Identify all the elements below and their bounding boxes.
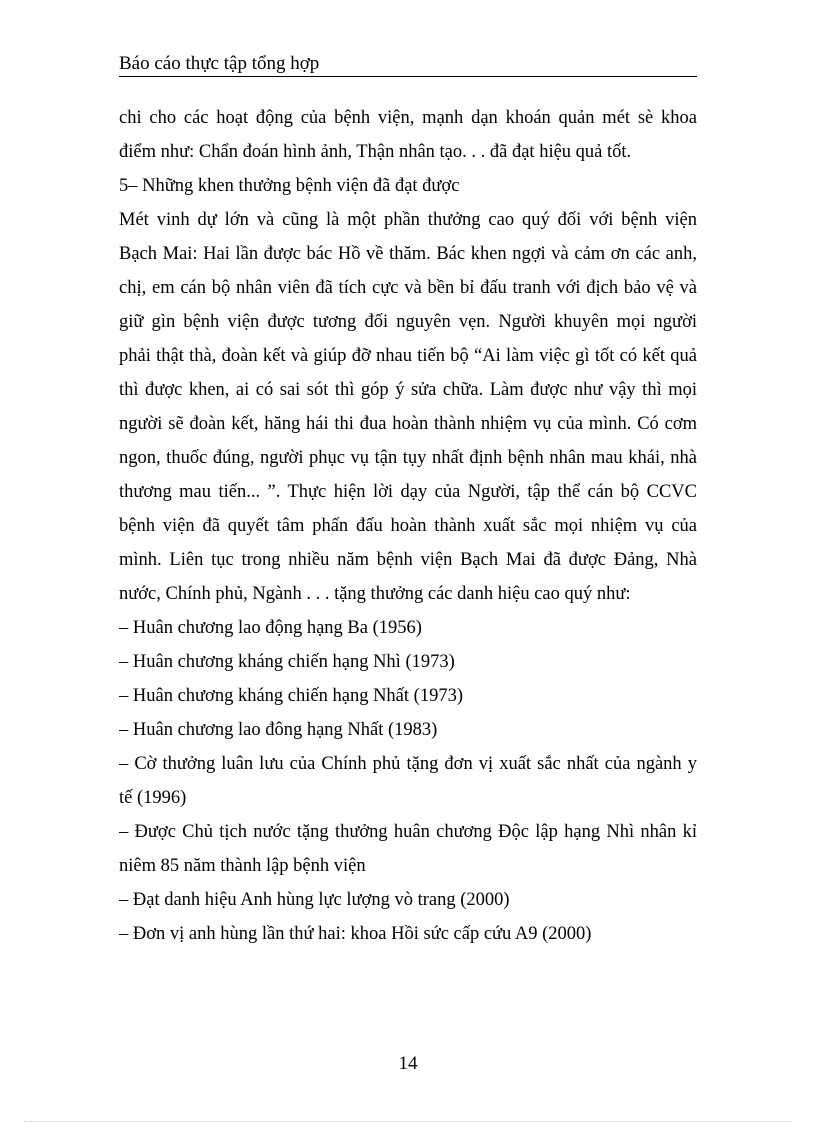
text-line: mình. Liên tục trong nhiều năm bệnh viện Bạch Mai đã được Đảng, Nhà (119, 550, 697, 570)
text-line: Mét vinh dự lớn và cũng là một phần thưởng cao quý đối với bệnh viện (119, 210, 697, 230)
list-item-continuation: niêm 85 năm thành lập bệnh viện (119, 856, 366, 876)
text-line: ngon, thuốc đúng, người phục vụ tận tụy nhất định bệnh nhân mau khái, nhà (119, 448, 697, 468)
list-item: – Huân chương kháng chiến hạng Nhì (1973) (119, 652, 455, 672)
list-item: – Cờ thưởng luân lưu của Chính phủ tặng đơn vị xuất sắc nhất của ngành y (119, 754, 697, 774)
text-line: bệnh viện đã quyết tâm phấn đấu hoàn thành xuất sắc mọi nhiệm vụ của (119, 516, 697, 536)
page-bottom-divider (24, 1121, 792, 1122)
text-line: Bạch Mai: Hai lần được bác Hồ về thăm. Bác khen ngợi và cảm ơn các anh, (119, 244, 697, 264)
text-line: thì được khen, ai có sai sót thì góp ý sửa chữa. Làm được như vậy thì mọi (119, 380, 697, 400)
list-item: – Đơn vị anh hùng lần thứ hai: khoa Hồi sức cấp cứu A9 (2000) (119, 924, 592, 944)
text-line: điểm như: Chẩn đoán hình ảnh, Thận nhân tạo. . . đã đạt hiệu quả tốt. (119, 142, 632, 162)
text-line: thương mau tiến... ”. Thực hiện lời dạy của Người, tập thể cán bộ CCVC (119, 482, 697, 502)
page-number: 14 (398, 1053, 418, 1074)
page-header (119, 52, 697, 77)
text-line: phải thật thà, đoàn kết và giúp đỡ nhau tiến bộ “Ai làm việc gì tốt có kết quả (119, 346, 697, 366)
list-item: – Huân chương kháng chiến hạng Nhất (1973) (119, 686, 463, 706)
text-line: người sẽ đoàn kết, hăng hái thi đua hoàn thành nhiệm vụ của mình. Có cơm (119, 414, 697, 434)
body-text (119, 101, 697, 951)
text-line: chi cho các hoạt động của bệnh viện, mạnh dạn khoán quản mét sè khoa (119, 108, 697, 128)
text-line: chị, em cán bộ nhân viên đã tích cực và bền bỉ đấu tranh với địch bảo vệ và (119, 278, 697, 298)
list-item-continuation: tế (1996) (119, 788, 187, 808)
text-line: nước, Chính phủ, Ngành . . . tặng thưởng các danh hiệu cao quý như: (119, 584, 631, 604)
section-heading: 5– Những khen thưởng bệnh viện đã đạt được (119, 176, 460, 196)
text-line: giữ gìn bệnh viện được tương đối nguyên vẹn. Người khuyên mọi người (119, 312, 697, 332)
list-item: – Huân chương lao đông hạng Nhất (1983) (119, 720, 438, 740)
list-item: – Đạt danh hiệu Anh hùng lực lượng vò trang (2000) (119, 890, 510, 910)
list-item: – Được Chủ tịch nước tặng thưởng huân chương Độc lập hạng Nhì nhân kỉ (119, 822, 697, 842)
list-item: – Huân chương lao động hạng Ba (1956) (119, 618, 422, 638)
header-title: Báo cáo thực tập tổng hợp (119, 53, 320, 74)
